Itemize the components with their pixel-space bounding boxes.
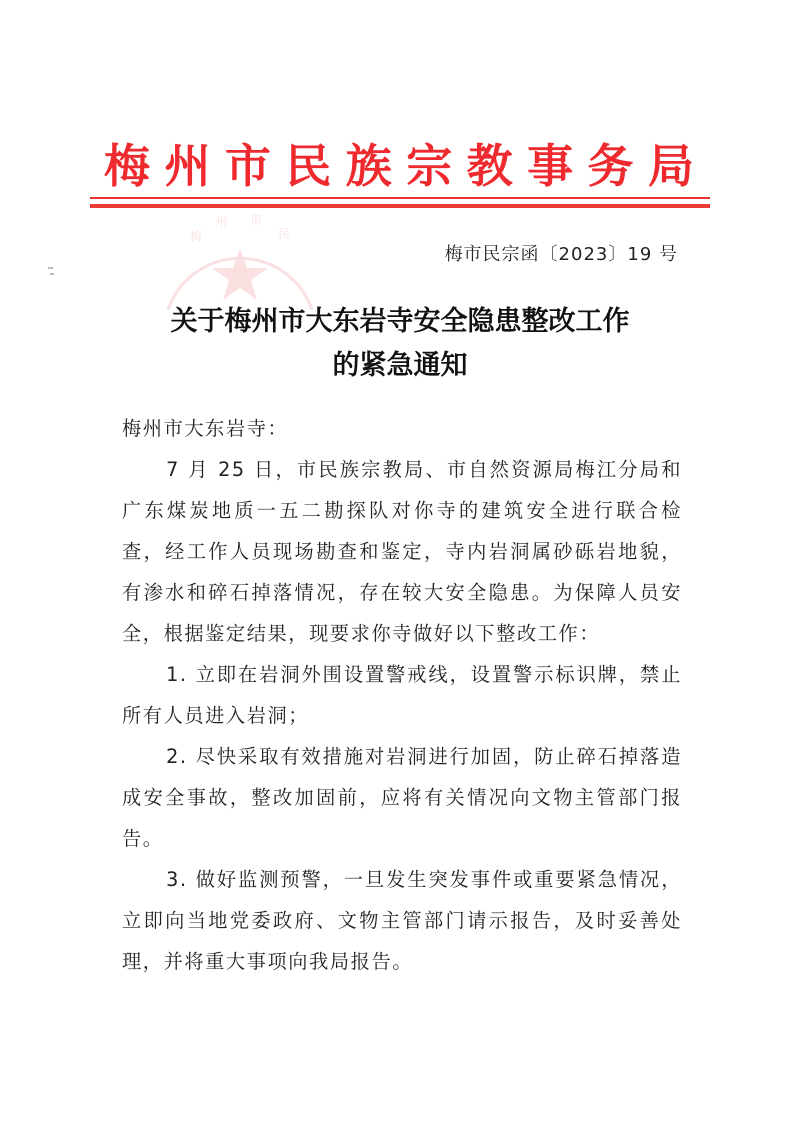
- masthead-char: 事: [527, 139, 574, 193]
- document-body: [122, 408, 682, 982]
- masthead-char: 梅: [104, 139, 150, 193]
- document-number: 梅市民宗函〔2023〕19 号: [444, 244, 678, 265]
- scan-mark: [48, 267, 53, 269]
- masthead-char: 局: [647, 139, 694, 193]
- body-paragraph: 7 月 25 日，市民族宗教局、市自然资源局梅江分局和广东煤炭地质一五二勘探队对你寺的建筑安全进行联合检查，经工作人员现场勘查和鉴定，寺内岩洞属砂砾岩地貌，有渗水和碎石掉落情况，存在较大安全隐患。为保障人员安全，根据鉴定结果，现要求你寺做好以下整改工作：: [122, 458, 682, 645]
- masthead-char: 族: [345, 139, 392, 193]
- masthead-char: 务: [587, 139, 634, 193]
- masthead-char: 市: [224, 139, 271, 193]
- star-seal-icon: [160, 200, 320, 310]
- scan-mark: [50, 273, 54, 275]
- title-line: 的紧急通知: [332, 350, 468, 381]
- masthead-char: 宗: [406, 139, 453, 193]
- masthead-char: 民: [285, 139, 332, 193]
- document-title: [100, 300, 700, 388]
- title-line: 关于梅州市大东岩寺安全隐患整改工作: [170, 306, 630, 337]
- salutation: 梅州市大东岩寺：: [122, 417, 289, 440]
- svg-text:市: 市: [250, 213, 263, 227]
- agency-masthead: [104, 138, 694, 194]
- red-divider-thin: [90, 197, 710, 199]
- svg-text:梅: 梅: [190, 229, 203, 243]
- svg-text:州: 州: [215, 215, 228, 229]
- list-item: 2. 尽快采取有效措施对岩洞进行加固，防止碎石掉落造成安全事故，整改加固前，应将有关情况向文物主管部门报告。: [122, 745, 682, 850]
- masthead-char: 教: [466, 139, 513, 193]
- list-item: 1. 立即在岩洞外围设置警戒线，设置警示标识牌，禁止所有人员进入岩洞；: [122, 663, 682, 727]
- list-item: 3. 做好监测预警，一旦发生突发事件或重要紧急情况，立即向当地党委政府、文物主管部门请示报告，及时妥善处理，并将重大事项向我局报告。: [122, 868, 682, 973]
- masthead-char: 州: [164, 139, 211, 193]
- svg-text:民: 民: [278, 227, 291, 241]
